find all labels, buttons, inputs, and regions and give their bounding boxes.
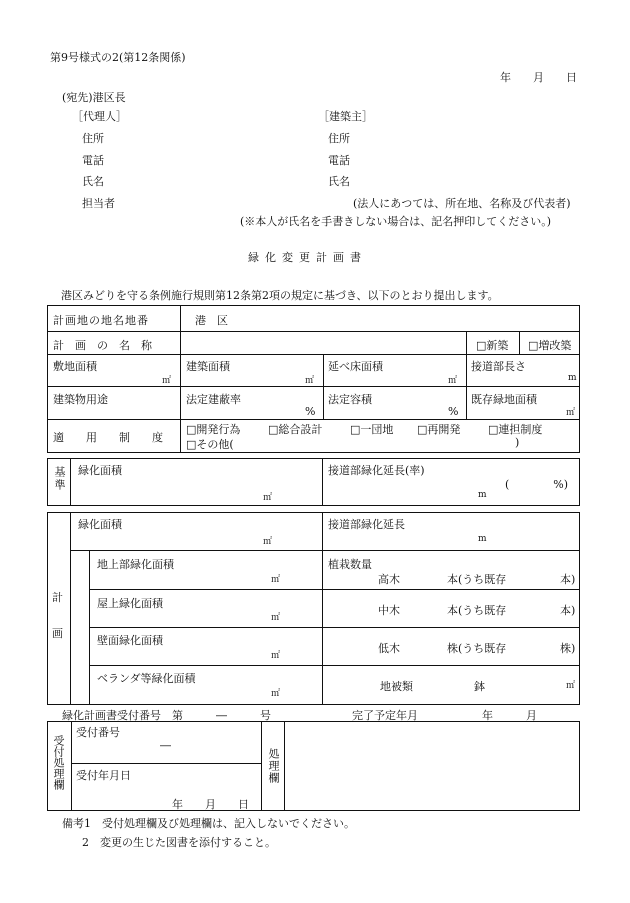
owner-address-label: 住所	[328, 132, 350, 145]
low-tree-label: 低木	[378, 642, 400, 655]
applied-system-label: 適 用 制 度	[53, 431, 163, 444]
plan-green-area-label: 緑化面積	[78, 518, 122, 531]
comprehensive-design-checkbox[interactable]: □総合設計	[268, 423, 323, 436]
roof-green-label: 屋上緑化面積	[97, 597, 163, 610]
reception-date-label: 受付年月日	[76, 769, 131, 782]
site-value[interactable]: 港 区	[195, 314, 228, 327]
plan-name-label: 計 画 の 名 称	[53, 339, 152, 352]
mid-tree-close: 本)	[560, 604, 576, 617]
standard-label: 基準	[53, 466, 66, 492]
roof-green-unit: ㎡	[271, 613, 281, 623]
lot-area-label: 敷地面積	[53, 360, 97, 373]
low-tree-count: 株(うち既存	[447, 642, 507, 655]
note-1: 備考1 受付処理欄及び処理欄は、記入しないでください。	[62, 817, 355, 830]
veranda-green-label: ベランダ等緑化面積	[97, 672, 196, 685]
reception-date-ymd: 年 月 日	[172, 798, 249, 811]
building-area-label: 建築面積	[186, 360, 230, 373]
note-2: 2 変更の生じた図書を添付すること。	[82, 836, 276, 849]
ground-cover-label: 地被類	[380, 680, 413, 693]
owner-heading: ［建築主］	[318, 110, 373, 123]
site-label: 計画地の地名地番	[53, 314, 149, 327]
submission-date: 年 月 日	[500, 71, 577, 84]
standard-green-area-label: 緑化面積	[78, 464, 122, 477]
other-close-paren: )	[515, 436, 520, 449]
building-use-label: 建築物用途	[53, 393, 108, 406]
standard-road-green-unit: m	[478, 490, 487, 500]
far-unit: %	[448, 405, 459, 418]
pot-unit: 鉢	[474, 680, 485, 693]
standard-green-area-unit: ㎡	[263, 493, 273, 503]
agent-phone-label: 電話	[82, 154, 104, 167]
addressee: (宛先)港区長	[62, 91, 126, 104]
development-checkbox[interactable]: □開発行為	[186, 423, 241, 436]
intro-text: 港区みどりを守る条例施行規則第12条第2項の規定に基づき、以下のとおり提出します。	[61, 289, 499, 302]
other-checkbox[interactable]: □その他(	[186, 438, 234, 451]
wall-green-unit: ㎡	[271, 651, 281, 661]
plan-road-green-unit: m	[478, 534, 487, 544]
completion-label: 完了予定年月	[352, 709, 418, 722]
tall-tree-close: 本)	[560, 573, 576, 586]
completion-year-month: 年 月	[482, 709, 537, 722]
standard-road-green-label: 接道部緑化延長(率)	[328, 464, 425, 477]
form-number: 第9号様式の2(第12条関係)	[50, 51, 186, 64]
reception-side-label: 受付処理欄	[52, 735, 65, 790]
reception-number-dash: ―	[160, 739, 171, 752]
reception-number-label: 受付番号	[76, 726, 120, 739]
standard-road-green-pct: ( %)	[505, 478, 569, 491]
road-length-unit: m	[568, 373, 577, 383]
far-label: 法定容積	[328, 393, 372, 406]
extension-checkbox[interactable]: □増改築	[528, 339, 572, 352]
reception-number-line: 緑化計画書受付番号 第 ― 号	[62, 709, 271, 722]
block-checkbox[interactable]: □一団地	[350, 423, 394, 436]
document-title: 緑化変更計画書	[248, 251, 367, 264]
coverage-label: 法定建蔽率	[186, 393, 241, 406]
owner-name-label: 氏名	[328, 175, 350, 188]
ground-green-unit: ㎡	[271, 575, 281, 585]
veranda-green-unit: ㎡	[271, 689, 281, 699]
floor-area-label: 延べ床面積	[328, 360, 383, 373]
cooperative-checkbox[interactable]: □連担制度	[488, 423, 543, 436]
tall-tree-label: 高木	[378, 573, 400, 586]
plan-label-1: 計画	[52, 591, 63, 640]
seal-note: (※本人が氏名を手書きしない場合は、記名押印してください。)	[240, 215, 552, 228]
planting-label: 植栽数量	[328, 558, 372, 571]
redevelopment-checkbox[interactable]: □再開発	[417, 423, 461, 436]
corporation-note: (法人にあつては、所在地、名称及び代表者)	[353, 197, 571, 210]
wall-green-label: 壁面緑化面積	[97, 634, 163, 647]
agent-address-label: 住所	[82, 132, 104, 145]
lot-area-unit: ㎡	[162, 376, 172, 386]
person-in-charge-label: 担当者	[82, 197, 115, 210]
existing-green-unit: ㎡	[566, 408, 576, 418]
ground-cover-unit: ㎡	[566, 681, 576, 691]
ground-green-label: 地上部緑化面積	[97, 558, 174, 571]
tall-tree-count: 本(うち既存	[447, 573, 507, 586]
new-build-checkbox[interactable]: □新築	[476, 339, 509, 352]
plan-road-green-label: 接道部緑化延長	[328, 518, 405, 531]
existing-green-label: 既存緑地面積	[471, 393, 537, 406]
low-tree-close: 株)	[560, 642, 576, 655]
agent-name-label: 氏名	[82, 175, 104, 188]
standard-table	[47, 458, 580, 506]
road-length-label: 接道部長さ	[471, 360, 526, 373]
process-label: 処理欄	[267, 748, 280, 784]
plan-green-area-unit: ㎡	[263, 537, 273, 547]
floor-area-unit: ㎡	[448, 376, 458, 386]
mid-tree-label: 中木	[378, 604, 400, 617]
coverage-unit: %	[305, 405, 316, 418]
reception-table	[47, 721, 580, 811]
mid-tree-count: 本(うち既存	[447, 604, 507, 617]
agent-heading: ［代理人］	[72, 110, 127, 123]
owner-phone-label: 電話	[328, 154, 350, 167]
building-area-unit: ㎡	[305, 376, 315, 386]
